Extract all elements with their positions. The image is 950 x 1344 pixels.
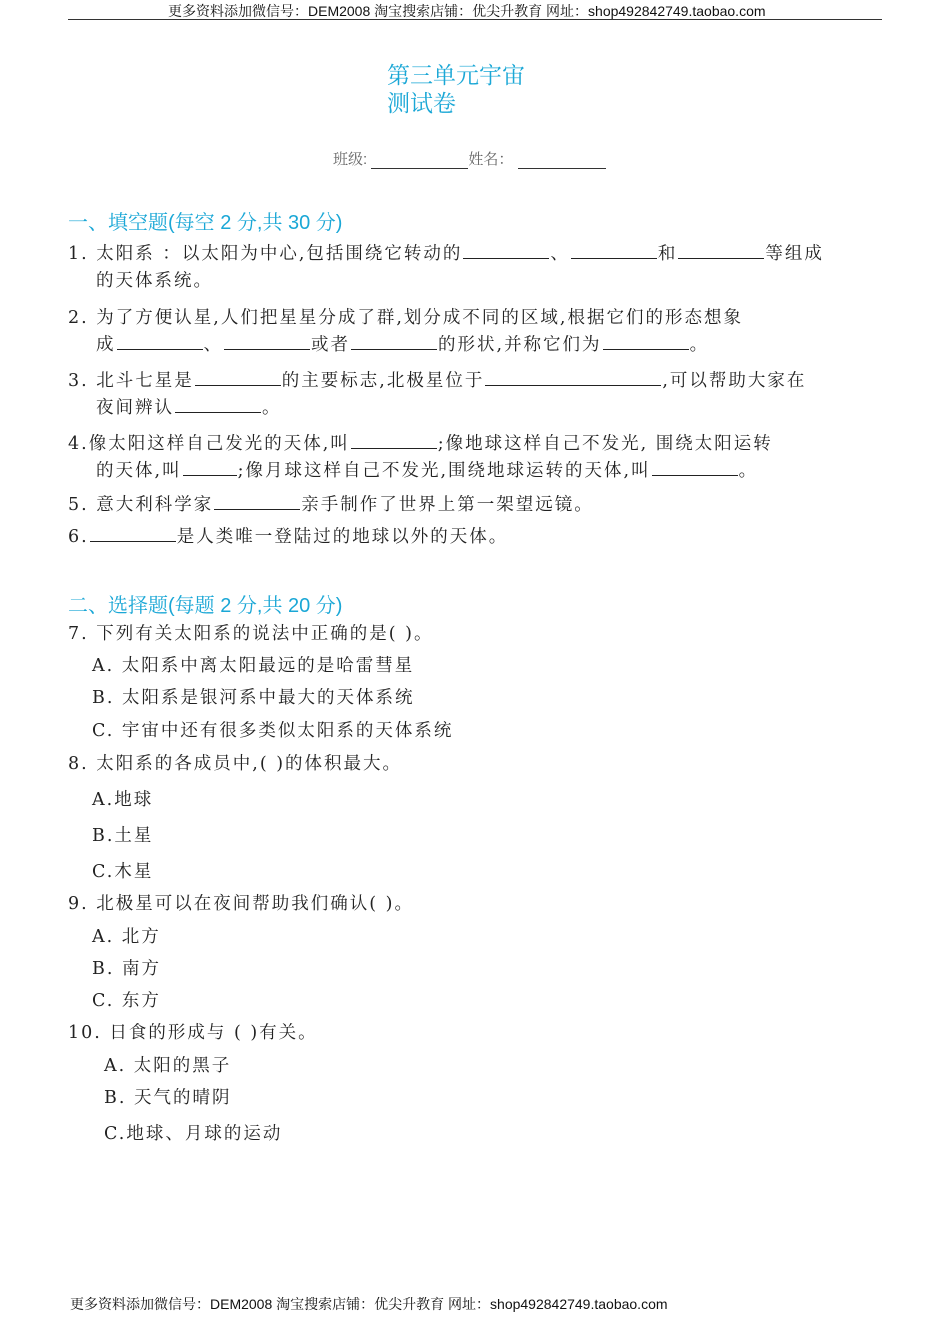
- name-label: 姓名：: [468, 151, 514, 168]
- q1-text-1: 1. 太阳系 ：以太阳为中心,包括围绕它转动的: [68, 244, 463, 264]
- q2-text-b: 、: [203, 335, 223, 355]
- question-1: [68, 240, 824, 265]
- question-8-stem: 8. 太阳系的各成员中,( )的体积最大。: [68, 754, 403, 774]
- name-blank: [518, 154, 606, 169]
- q10-option-b[interactable]: B. 天气的晴阴: [104, 1088, 232, 1108]
- q10-option-c[interactable]: C.地球、月球的运动: [104, 1124, 283, 1144]
- question-4-line-2: [96, 457, 758, 482]
- student-info: [333, 148, 606, 169]
- q2-text-c: 或者: [311, 335, 350, 355]
- q4-blank-3[interactable]: [652, 459, 738, 476]
- q1-text-3: 和: [657, 244, 678, 264]
- q9-option-c[interactable]: C. 东方: [92, 991, 161, 1011]
- q1-blank-2[interactable]: [571, 242, 657, 259]
- q7-option-c[interactable]: C. 宇宙中还有很多类似太阳系的天体系统: [92, 721, 454, 741]
- question-3: [68, 367, 806, 392]
- q2-text-d: 的形状,并称它们为: [438, 335, 602, 355]
- q6-text-2: 是人类唯一登陆过的地球以外的天体。: [176, 527, 509, 547]
- question-7-stem: 7. 下列有关太阳系的说法中正确的是( )。: [68, 624, 434, 644]
- q5-text-1: 5. 意大利科学家: [68, 495, 214, 515]
- q9-option-a[interactable]: A. 北方: [92, 927, 161, 947]
- q2-blank-4[interactable]: [603, 333, 689, 350]
- title-line-1: 第三单元宇宙: [387, 62, 525, 88]
- q4-text-5: 。: [738, 461, 759, 481]
- q4-text-1: 4.像太阳这样自己发光的天体,叫: [68, 434, 350, 454]
- q3-blank-2[interactable]: [485, 369, 661, 386]
- q1-text-4: 等组成: [765, 244, 824, 264]
- section-1-heading: 一、填空题(每空 2 分,共 30 分): [68, 212, 343, 234]
- question-9-stem: 9. 北极星可以在夜间帮助我们确认( )。: [68, 894, 414, 914]
- q4-text-3: 的天体,叫: [96, 461, 182, 481]
- q3-text-1: 3. 北斗七星是: [68, 371, 194, 391]
- page-footer: 更多资料添加微信号：DEM2008 淘宝搜索店铺：优尖升教育 网址：shop492842749.taobao.com: [70, 1296, 668, 1312]
- class-blank: [371, 154, 468, 169]
- question-6: [68, 523, 508, 548]
- q5-text-2: 亲手制作了世界上第一架望远镜。: [301, 495, 594, 515]
- q7-option-a[interactable]: A. 太阳系中离太阳最远的是哈雷彗星: [92, 656, 415, 676]
- q4-text-2: ;像地球这样自己不发光, 围绕太阳运转: [437, 434, 773, 454]
- q3-text-3: ,可以帮助大家在: [662, 371, 807, 391]
- q6-blank-1[interactable]: [90, 525, 176, 542]
- header-rule: [68, 19, 882, 20]
- class-label: 班级:: [333, 151, 368, 168]
- q6-text-1: 6.: [68, 527, 89, 547]
- q4-blank-1[interactable]: [351, 432, 437, 449]
- q1-blank-1[interactable]: [463, 242, 549, 259]
- question-10-stem: 10. 日食的形成与 ( )有关。: [68, 1023, 318, 1043]
- question-4: [68, 430, 773, 455]
- q2-text-e: 。: [689, 335, 710, 355]
- page-header: 更多资料添加微信号：DEM2008 淘宝搜索店铺：优尖升教育 网址：shop492842749.taobao.com: [168, 3, 766, 19]
- q7-option-b[interactable]: B. 太阳系是银河系中最大的天体系统: [92, 688, 415, 708]
- q3-blank-3[interactable]: [175, 396, 261, 413]
- q8-option-c[interactable]: C.木星: [92, 862, 154, 882]
- q3-blank-1[interactable]: [195, 369, 281, 386]
- question-3-line-2: [96, 394, 282, 419]
- q1-blank-3[interactable]: [678, 242, 764, 259]
- section-2-heading: 二、选择题(每题 2 分,共 20 分): [68, 595, 343, 617]
- q2-blank-2[interactable]: [224, 333, 310, 350]
- q10-option-a[interactable]: A. 太阳的黑子: [104, 1056, 232, 1076]
- q2-blank-1[interactable]: [117, 333, 203, 350]
- question-1-line-2: 的天体系统。: [96, 271, 213, 291]
- question-2: 2. 为了方便认星,人们把星星分成了群,划分成不同的区域,根据它们的形态想象: [68, 308, 743, 328]
- q9-option-b[interactable]: B. 南方: [92, 959, 161, 979]
- q3-text-5: 。: [262, 398, 282, 418]
- question-2-line-2: [96, 331, 709, 356]
- question-5: [68, 491, 594, 516]
- q5-blank-1[interactable]: [214, 493, 300, 510]
- q3-text-2: 的主要标志,北极星位于: [281, 371, 485, 391]
- title-line-2: 测试卷: [387, 90, 456, 116]
- q2-text-a: 成: [96, 335, 116, 355]
- q2-blank-3[interactable]: [351, 333, 437, 350]
- q8-option-a[interactable]: A.地球: [92, 790, 154, 810]
- q1-text-2: 、: [550, 244, 570, 264]
- q8-option-b[interactable]: B.土星: [92, 826, 154, 846]
- q4-text-4: ;像月球这样自己不发光,围绕地球运转的天体,叫: [237, 461, 651, 481]
- q3-text-4: 夜间辨认: [96, 398, 174, 418]
- q4-blank-2[interactable]: [183, 459, 237, 476]
